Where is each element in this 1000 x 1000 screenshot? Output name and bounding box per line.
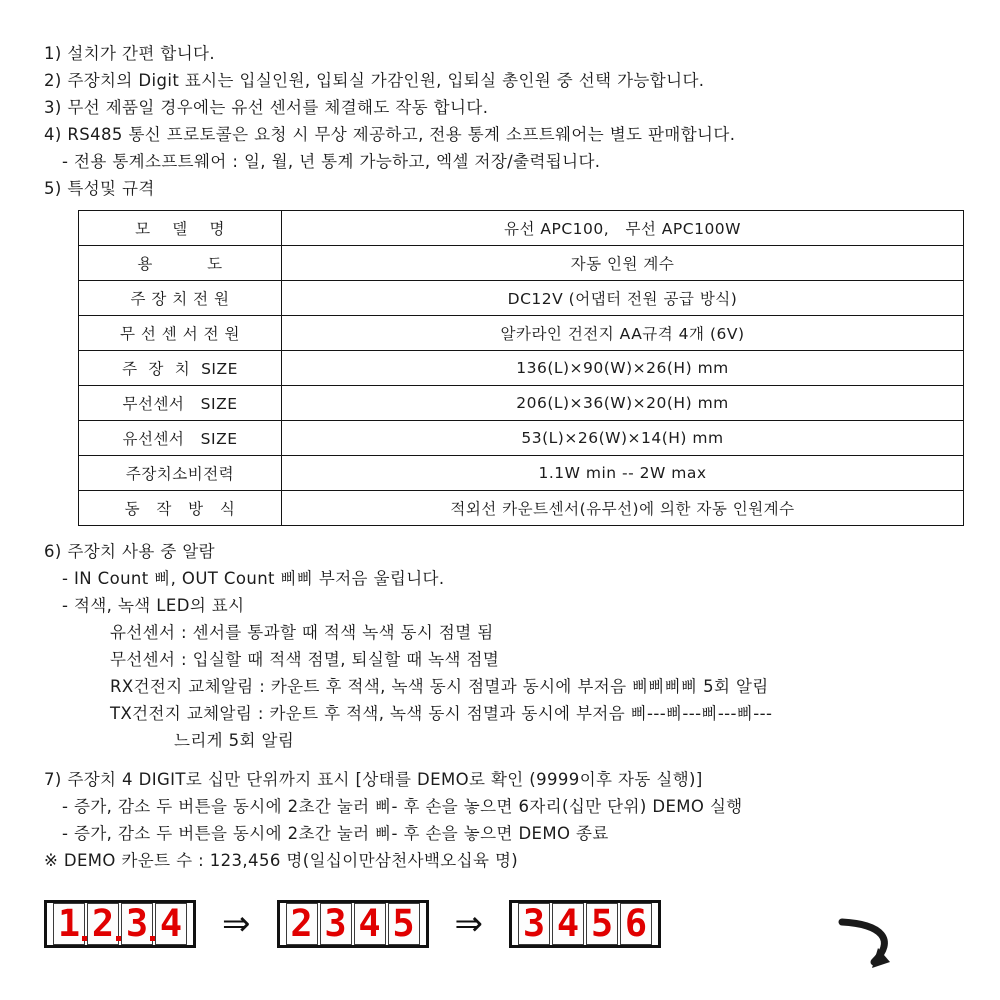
digit: 5 bbox=[586, 903, 618, 945]
digit: 2 bbox=[87, 903, 119, 945]
list-item-3: 3) 무선 제품일 경우에는 유선 센서를 체결해도 작동 합니다. bbox=[44, 98, 489, 117]
list-item-7: 7) 주장치 4 DIGIT로 십만 단위까지 표시 [상태를 DEMO로 확인 (9999이후 자동 실행)] bbox=[44, 770, 703, 789]
digit: 3 bbox=[320, 903, 352, 945]
list-item-6-sub7: 느리게 5회 알림 bbox=[174, 731, 295, 750]
list-item-6-sub2: - 적색, 녹색 LED의 표시 bbox=[62, 596, 245, 615]
digit: 4 bbox=[354, 903, 386, 945]
table-row bbox=[79, 491, 964, 526]
table-row bbox=[79, 211, 964, 246]
display-1 bbox=[44, 900, 196, 948]
list-item-6-sub5: RX건전지 교체알림 : 카운트 후 적색, 녹색 동시 점멸과 동시에 부저음 삐삐삐삐 5회 알림 bbox=[110, 677, 769, 696]
table-row bbox=[79, 316, 964, 351]
digit: 4 bbox=[552, 903, 584, 945]
table-row bbox=[79, 421, 964, 456]
spec-value: 1.1W min -- 2W max bbox=[282, 456, 964, 491]
list-item-4-sub: - 전용 통계소프트웨어 : 일, 월, 년 통계 가능하고, 엑셀 저장/출력됩니다. bbox=[62, 152, 601, 171]
list-item-6-sub3: 유선센서 : 센서를 통과할 때 적색 녹색 동시 점멸 됨 bbox=[110, 623, 494, 642]
list-item-7-sub2: - 증가, 감소 두 버튼을 동시에 2초간 눌러 삐- 후 손을 놓으면 DEMO 종료 bbox=[62, 824, 609, 843]
spacer bbox=[44, 526, 1000, 538]
spec-value: 53(L)×26(W)×14(H) mm bbox=[282, 421, 964, 456]
digit: 2 bbox=[286, 903, 318, 945]
list-item-6: 6) 주장치 사용 중 알람 bbox=[44, 542, 216, 561]
spec-value: 적외선 카운트센서(유무선)에 의한 자동 인원계수 bbox=[282, 491, 964, 526]
list-item-6-sub6: TX건전지 교체알림 : 카운트 후 적색, 녹색 동시 점멸과 동시에 부저음 삐---삐---삐---삐--- bbox=[110, 704, 773, 723]
spec-label: 용 도 bbox=[79, 246, 282, 281]
spec-value: 알카라인 건전지 AA규격 4개 (6V) bbox=[282, 316, 964, 351]
list-item-6-sub4: 무선센서 : 입실할 때 적색 점멸, 퇴실할 때 녹색 점멸 bbox=[110, 650, 500, 669]
spec-label: 주장치소비전력 bbox=[79, 456, 282, 491]
list-item-2: 2) 주장치의 Digit 표시는 입실인원, 입퇴실 가감인원, 입퇴실 총인원 중 선택 가능합니다. bbox=[44, 71, 705, 90]
display-3 bbox=[509, 900, 661, 948]
digit: 5 bbox=[388, 903, 420, 945]
table-row bbox=[79, 281, 964, 316]
spec-label: 무선센서 SIZE bbox=[79, 386, 282, 421]
spec-value: 자동 인원 계수 bbox=[282, 246, 964, 281]
spec-value: 136(L)×90(W)×26(H) mm bbox=[282, 351, 964, 386]
arrow-right-icon: ⇒ bbox=[222, 904, 251, 944]
list-item-1: 1) 설치가 간편 합니다. bbox=[44, 44, 216, 63]
spec-label: 주 장 치 전 원 bbox=[79, 281, 282, 316]
list-item-7-sub1: - 증가, 감소 두 버튼을 동시에 2초간 눌러 삐- 후 손을 놓으면 6자리(십만 단위) DEMO 실행 bbox=[62, 797, 743, 816]
spec-label: 유선센서 SIZE bbox=[79, 421, 282, 456]
digit: 1 bbox=[53, 903, 85, 945]
spacer bbox=[44, 754, 1000, 766]
table-row bbox=[79, 456, 964, 491]
list-item-7-sub3: ※ DEMO 카운트 수 : 123,456 명(일십이만삼천사백오십육 명) bbox=[44, 851, 519, 870]
list-item-5: 5) 특성및 규격 bbox=[44, 179, 155, 198]
demo-display-row bbox=[44, 894, 1000, 954]
arrow-right-icon: ⇒ bbox=[454, 904, 483, 944]
display-2 bbox=[277, 900, 429, 948]
spec-value: 206(L)×36(W)×20(H) mm bbox=[282, 386, 964, 421]
spec-table bbox=[78, 210, 964, 526]
spec-label: 주 장 치 SIZE bbox=[79, 351, 282, 386]
digit: 6 bbox=[620, 903, 652, 945]
digit: 4 bbox=[155, 903, 187, 945]
digit: 3 bbox=[518, 903, 550, 945]
table-row bbox=[79, 351, 964, 386]
digit: 3 bbox=[121, 903, 153, 945]
spec-label: 무 선 센 서 전 원 bbox=[79, 316, 282, 351]
curved-arrow-icon bbox=[834, 918, 904, 972]
spec-label: 모 델 명 bbox=[79, 211, 282, 246]
list-item-4: 4) RS485 통신 프로토콜은 요청 시 무상 제공하고, 전용 통계 소프트웨어는 별도 판매합니다. bbox=[44, 125, 736, 144]
spec-value: DC12V (어댑터 전원 공급 방식) bbox=[282, 281, 964, 316]
table-row bbox=[79, 386, 964, 421]
spec-value: 유선 APC100, 무선 APC100W bbox=[282, 211, 964, 246]
spec-label: 동 작 방 식 bbox=[79, 491, 282, 526]
list-item-6-sub1: - IN Count 삐, OUT Count 삐삐 부저음 울립니다. bbox=[62, 569, 445, 588]
table-row bbox=[79, 246, 964, 281]
